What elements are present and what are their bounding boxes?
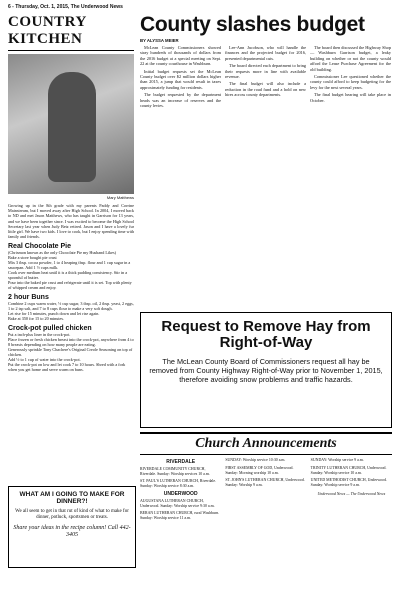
notice-body: The McLean County Board of Commissioners request all hay be removed from County Highway Right-of-Way prior to November 1, 2015, therefore avoiding snow problems and traffic hazards. bbox=[149, 357, 383, 384]
church-announcements bbox=[140, 432, 392, 572]
story-byline: BY ALYSSA MEIER bbox=[140, 38, 179, 43]
notice-headline: Request to Remove Hay from Right-of-Way bbox=[161, 318, 371, 351]
photo-caption: Mary Matthews bbox=[106, 195, 134, 200]
country-kitchen-masthead: COUNTRY KITCHEN bbox=[8, 14, 134, 51]
story-columns bbox=[140, 45, 392, 110]
story-paragraph: Commissioner Lee questioned whether the county could afford to keep budgeting for the levy for the next several years. bbox=[310, 74, 391, 90]
church-column bbox=[225, 458, 306, 524]
story-paragraph: Lee-Ann Jacobson, who will handle the finances and the projected budget for 2016, presented departmental cuts. bbox=[225, 45, 306, 61]
recipe-title: Real Chocolate Pie bbox=[8, 243, 72, 251]
story-column bbox=[310, 45, 391, 110]
church-entry: SUNDAY: Worship service 9 a.m. bbox=[310, 458, 364, 462]
recipe-line: Put the crock-pot on low and let cook 7 to 10 hours. Shred with a fork when you get home and serve warm on buns. bbox=[8, 362, 126, 373]
story-paragraph: The budget requested by the department heads was an increase of reserves and the county levies. bbox=[140, 92, 221, 109]
story-paragraph: The board then discussed the Highway Shop — Washburn Garrison budget, a leaky building on whether or not the county would afford the Lease Purchase Agreement for the old building. bbox=[310, 45, 391, 72]
cook-figure-image bbox=[48, 72, 96, 182]
church-entry: RIVERDALE COMMUNITY CHURCH, Riverdale. Sunday: Worship services 10 a.m. bbox=[140, 466, 210, 476]
church-grid bbox=[140, 458, 392, 524]
church-banner: Church Announcements bbox=[140, 432, 392, 455]
story-column bbox=[140, 45, 221, 110]
church-entry: TRINITY LUTHERAN CHURCH, Underwood. Sunday: Worship service 10 a.m. bbox=[310, 465, 387, 475]
recipe-request-ad bbox=[8, 486, 136, 568]
recipe-line: Generously sprinkle Tony Chachere's Original Creole Seasoning on top of chicken. bbox=[8, 347, 133, 358]
story-paragraph: The final budget hearing will take place in October. bbox=[310, 92, 391, 103]
ad-call-to-action: Share your ideas in the recipe column! Call 442-3405 bbox=[13, 525, 131, 538]
church-entry: AUGUSTANA LUTHERAN CHURCH, Underwood. Sunday: Worship service 9:30 a.m. bbox=[140, 498, 215, 508]
story-paragraph: The board directed each department to bring their requests more in line with available revenue. bbox=[225, 63, 306, 80]
ad-headline: WHAT AM I GOING TO MAKE FOR DINNER?! bbox=[19, 491, 125, 505]
church-entry: UNITED METHODIST CHURCH, Underwood. Sunday: Worship service 9 a.m. bbox=[310, 478, 387, 488]
church-entry: FIRST ASSEMBLY OF GOD, Underwood. Sunday: Morning worship 10 a.m. bbox=[225, 465, 294, 475]
church-town: UNDERWOOD bbox=[163, 490, 198, 497]
page-folio: 6 - Thursday, Oct. 1, 2015, The Underwood News bbox=[8, 4, 123, 10]
recipe-line: Place frozen or fresh chicken breast into the crock-pot, anywhere from 4 to 8 breasts depending on how many people are eating. bbox=[8, 337, 134, 348]
recipe-title: 2 hour Buns bbox=[8, 294, 49, 302]
church-note: Underwood News — The Underwood News bbox=[317, 491, 386, 496]
church-town: RIVERDALE bbox=[166, 459, 196, 465]
recipe-line: Add ½ to 1 cup of water into the crock-pot. bbox=[8, 357, 81, 363]
church-column bbox=[140, 458, 221, 524]
church-entry: ST. PAUL'S LUTHERAN CHURCH, Riverdale. Sunday: Worship service 8:30 a.m. bbox=[140, 479, 217, 489]
recipe-subtitle: (Chrismon known as the only Chocolate Pie my Husband Likes) bbox=[8, 250, 117, 256]
church-entry: ST. JOHN'S LUTHERAN CHURCH, Underwood. Sunday: Worship 9 a.m. bbox=[225, 478, 305, 488]
cook-photo bbox=[8, 54, 134, 194]
recipe-line: Combine 2 cups warm water, ½ cup sugar, 3 tbsp. oil, 2 tbsp. yeast, 2 eggs, 1 to 2 tsp salt, and 7 to 8 cups flour to make a very soft dough. bbox=[8, 301, 134, 312]
church-column bbox=[311, 458, 392, 524]
hay-removal-notice bbox=[140, 312, 392, 428]
main-story bbox=[140, 14, 392, 110]
ad-body: We all seem to get in that rut of kind of what to make for dinner, potluck, sportsmen or treats. bbox=[15, 509, 129, 520]
story-headline: County slashes budget bbox=[140, 13, 365, 36]
recipe-title: Crock-pot pulled chicken bbox=[8, 325, 92, 333]
story-paragraph: McLean County Commissioners showed stray hundreds of thousands of dollars from the 2016 budget at a special meeting on Sept. 22 at the county courthouse in Washburn. bbox=[140, 45, 221, 67]
recipe-line: Cook over medium heat until it is a thick pudding consistency. Stir in a spoonful of butter. bbox=[8, 270, 128, 281]
story-paragraph: The final budget will also include a reduction in the road fund and a hold on new hires across county departments. bbox=[225, 81, 306, 98]
recipe-line: Bake a store bought pie crust bbox=[8, 255, 57, 261]
recipe-line: Let rise for 15 minutes, punch down and let rise again. bbox=[8, 311, 100, 317]
church-entry: SUNDAY: Worship service 10:30 a.m. bbox=[225, 458, 286, 462]
cook-intro: Growing up in the 8th grade with my parents Paddy and Corrine Mainstream, but I moved away after High School. In 2004, I moved back to ND and met Jason Matthews, who has taught in Garrison for 13 years, and we have been together since. I was excited to become the High School Secretary last year when Judy Betz retired. Jason and I have a lovely fur little girl. We have two kids. I love to cook, but I enjoy spending time with family and friends. bbox=[8, 203, 134, 240]
recipe-line: Bake at 350 for 15 to 20 minutes. bbox=[8, 316, 65, 322]
story-column bbox=[225, 45, 306, 110]
recipe-line: Pour into the baked pie crust and refrigerate until it is set. Top with plenty of whipped cream and enjoy. bbox=[8, 280, 132, 291]
church-entry: BERAN LUTHERAN CHURCH, rural Washburn. Sunday: Worship service 11 a.m. bbox=[140, 511, 220, 521]
story-paragraph: Initial budget requests set the McLean County budget over $2 million dollars higher than 2015, a jump that would result in taxes approximately funding for residents. bbox=[140, 68, 221, 90]
page-header bbox=[8, 4, 392, 12]
recipe-line: Put a inch-plus liner in the crock-pot. bbox=[8, 332, 71, 338]
recipe-line: Mix 3 tbsp. cocoa powder, 1 to 4 heaping tbsp. flour and 1 cup sugar in a saucepan. Add 1 ½ cups milk. bbox=[8, 260, 131, 271]
country-kitchen-column bbox=[8, 14, 134, 372]
